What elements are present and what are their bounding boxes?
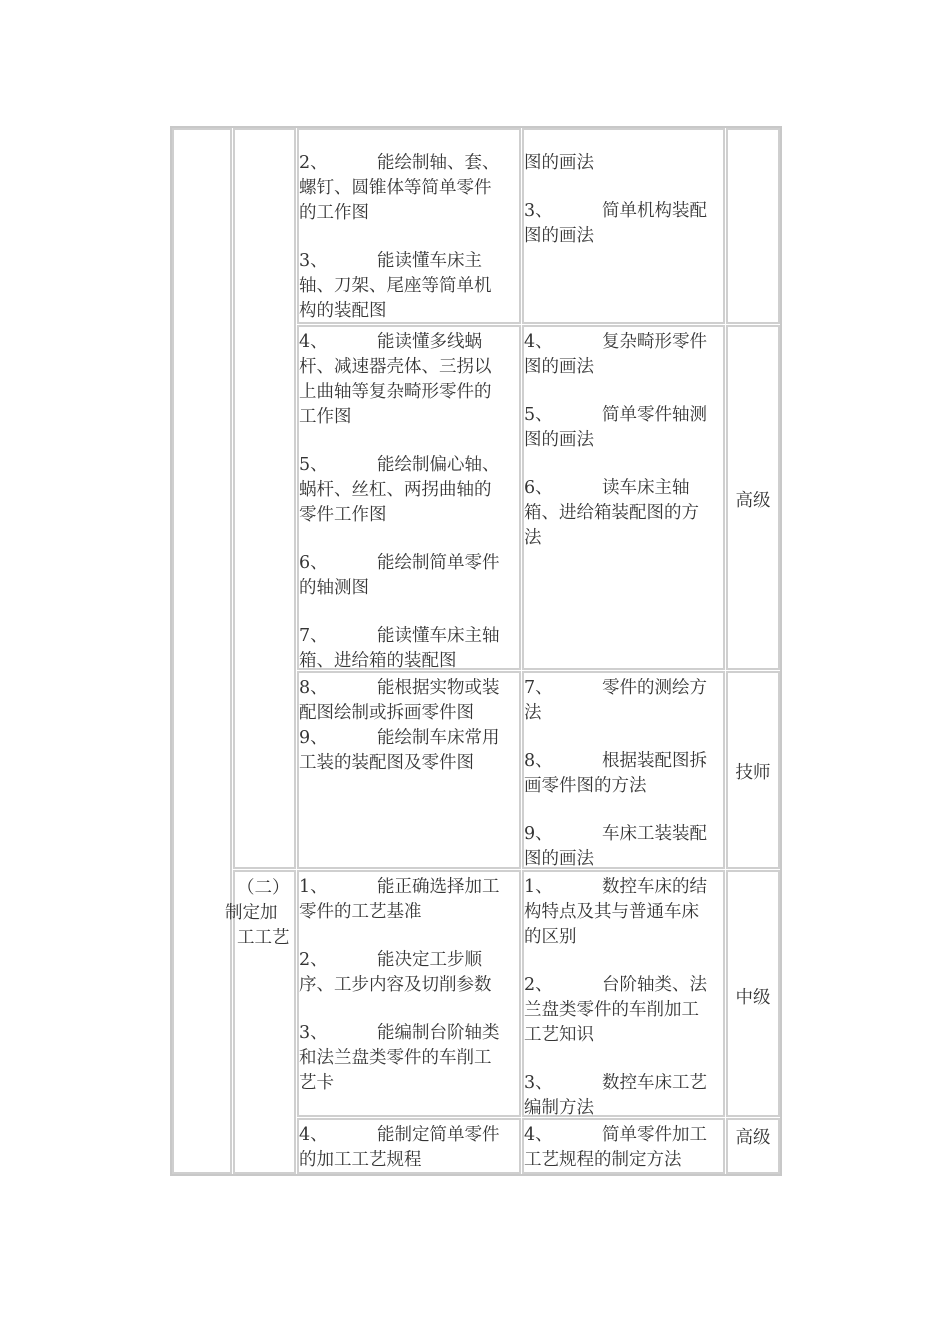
skill-item — [299, 1123, 519, 1173]
cell-text: 画零件图的方法 — [524, 776, 647, 796]
cell-text: 根据装配图拆 — [602, 751, 707, 771]
cell-text: 8、 — [524, 751, 553, 771]
skill-item — [299, 948, 519, 998]
cell-text: 杆、减速器壳体、三拐以 — [299, 357, 492, 377]
cell-text: 的加工工艺规程 — [299, 1150, 422, 1170]
skill-item — [299, 551, 519, 601]
knowledge-cell — [522, 870, 725, 1117]
cell-text: 读车床主轴 — [602, 478, 690, 498]
cell-text: 9、 — [299, 728, 328, 748]
skill-item — [299, 676, 519, 726]
cell-text: 能读懂多线蜗 — [377, 332, 482, 352]
cell-text: 轴、刀架、尾座等简单机 — [299, 276, 492, 296]
cell-text: 能读懂车床主轴 — [377, 626, 500, 646]
cell-text: 艺卡 — [299, 1073, 334, 1093]
knowledge-item — [524, 476, 723, 551]
knowledge-item — [524, 822, 723, 872]
cell-text: 台阶轴类、法 — [602, 975, 707, 995]
cell-text: 法 — [524, 703, 542, 723]
cell-text: 图的画法 — [524, 849, 594, 869]
cell-text: 车床工装装配 — [602, 824, 707, 844]
knowledge-cell — [522, 671, 725, 869]
level-label: 技师 — [735, 763, 771, 783]
skill-item — [299, 453, 519, 528]
table-row — [297, 325, 521, 670]
table-row — [297, 1118, 521, 1174]
level-label: 高级 — [735, 1128, 771, 1148]
knowledge-item — [524, 973, 723, 1048]
cell-text: 3、 — [299, 251, 328, 271]
cell-text: 2、 — [299, 950, 328, 970]
cell-text: 的区别 — [524, 927, 577, 947]
cell-text: 图的画法 — [524, 226, 594, 246]
table-col-category — [172, 128, 232, 1174]
cell-text: 配图绘制或拆画零件图 — [299, 703, 474, 723]
level-cell — [726, 325, 780, 670]
cell-text: 4、 — [299, 1125, 328, 1145]
cell-text: 螺钉、圆锥体等简单零件 — [299, 178, 492, 198]
level-cell — [726, 1118, 780, 1174]
knowledge-item — [524, 330, 723, 380]
skill-item — [299, 330, 519, 430]
cell-text: 数控车床的结 — [602, 877, 707, 897]
section-2-label: （二） — [237, 878, 290, 898]
cell-text: 9、 — [524, 824, 553, 844]
cell-text: 1、 — [299, 877, 328, 897]
table-row — [297, 870, 521, 1117]
cell-text: 制定加 — [225, 903, 278, 923]
level-label: 中级 — [735, 988, 771, 1008]
knowledge-cell — [522, 128, 725, 324]
table-row — [297, 128, 521, 324]
knowledge-item — [524, 1123, 723, 1173]
level-label: 高级 — [735, 491, 771, 511]
skill-item — [299, 726, 519, 776]
cell-text: 能制定简单零件 — [377, 1125, 500, 1145]
cell-text: 的工作图 — [299, 203, 369, 223]
cell-text: 构特点及其与普通车床 — [524, 902, 699, 922]
cell-text: 能读懂车床主 — [377, 251, 482, 271]
cell-text: 6、 — [299, 553, 328, 573]
cell-text: 4、 — [524, 1125, 553, 1145]
knowledge-cell — [522, 1118, 725, 1174]
cell-text: 6、 — [524, 478, 553, 498]
table-col-section-1 — [233, 128, 296, 869]
skill-item — [299, 875, 519, 925]
skill-item — [299, 249, 519, 324]
cell-text: 上曲轴等复杂畸形零件的 — [299, 382, 492, 402]
cell-text: 构的装配图 — [299, 301, 387, 321]
cell-text: 5、 — [299, 455, 328, 475]
cell-text: 法 — [524, 528, 542, 548]
knowledge-item — [524, 749, 723, 799]
table-col-section-2 — [225, 870, 296, 1174]
cell-text: 简单零件加工 — [602, 1125, 707, 1145]
cell-text: 序、工步内容及切削参数 — [299, 975, 492, 995]
skill-item — [299, 624, 519, 674]
cell-text: 箱、进给箱装配图的方 — [524, 503, 699, 523]
cell-text: 5、 — [524, 405, 553, 425]
knowledge-item — [524, 676, 723, 726]
cell-text: 3、 — [524, 201, 553, 221]
cell-text: 箱、进给箱的装配图 — [299, 651, 457, 671]
cell-text: 1、 — [524, 877, 553, 897]
cell-text: 8、 — [299, 678, 328, 698]
table-row — [297, 671, 521, 869]
cell-text: 2、 — [299, 153, 328, 173]
cell-text: 能正确选择加工 — [377, 877, 500, 897]
cell-text: 图的画法 — [524, 430, 594, 450]
cell-text: 3、 — [299, 1023, 328, 1043]
cell-text: 数控车床工艺 — [602, 1073, 707, 1093]
cell-text: 蜗杆、丝杠、两拐曲轴的 — [299, 480, 492, 500]
cell-text: 4、 — [299, 332, 328, 352]
cell-text: 兰盘类零件的车削加工 — [524, 1000, 699, 1020]
cell-text: 7、 — [524, 678, 553, 698]
cell-text: 3、 — [524, 1073, 553, 1093]
level-cell — [726, 128, 780, 324]
level-cell — [726, 870, 780, 1117]
cell-text: 复杂畸形零件 — [602, 332, 707, 352]
knowledge-item — [524, 199, 723, 249]
cell-text: 能编制台阶轴类 — [377, 1023, 500, 1043]
cell-text: 图的画法 — [524, 357, 594, 377]
cell-text: 能决定工步顺 — [377, 950, 482, 970]
skill-item — [299, 151, 519, 226]
cell-text: 能绘制简单零件 — [377, 553, 500, 573]
knowledge-cell — [522, 325, 725, 670]
cell-text: 工艺知识 — [524, 1025, 594, 1045]
cell-text: 7、 — [299, 626, 328, 646]
cell-text: 零件的工艺基准 — [299, 902, 422, 922]
cell-text: 能根据实物或装 — [377, 678, 500, 698]
cell-text: 工装的装配图及零件图 — [299, 753, 474, 773]
knowledge-item — [524, 1071, 723, 1121]
cell-text: 4、 — [524, 332, 553, 352]
cell-text: 和法兰盘类零件的车削工 — [299, 1048, 492, 1068]
cell-text: 简单机构装配 — [602, 201, 707, 221]
cell-text: 编制方法 — [524, 1098, 594, 1118]
knowledge-item — [524, 403, 723, 453]
skill-item — [299, 1021, 519, 1096]
cell-text: 能绘制偏心轴、 — [377, 455, 500, 475]
cell-text: 简单零件轴测 — [602, 405, 707, 425]
cell-text: 零件的测绘方 — [602, 678, 707, 698]
knowledge-item — [524, 875, 723, 950]
cell-text: 工工艺 — [237, 928, 290, 948]
cell-text: 能绘制车床常用 — [377, 728, 500, 748]
cell-text: 工艺规程的制定方法 — [524, 1150, 682, 1170]
level-cell — [726, 671, 780, 869]
cell-text: 的轴测图 — [299, 578, 369, 598]
cell-text: 能绘制轴、套、 — [377, 153, 500, 173]
cell-text: 零件工作图 — [299, 505, 387, 525]
cell-text: 工作图 — [299, 407, 352, 427]
cell-text: 2、 — [524, 975, 553, 995]
cell-text: 图的画法 — [524, 153, 594, 173]
